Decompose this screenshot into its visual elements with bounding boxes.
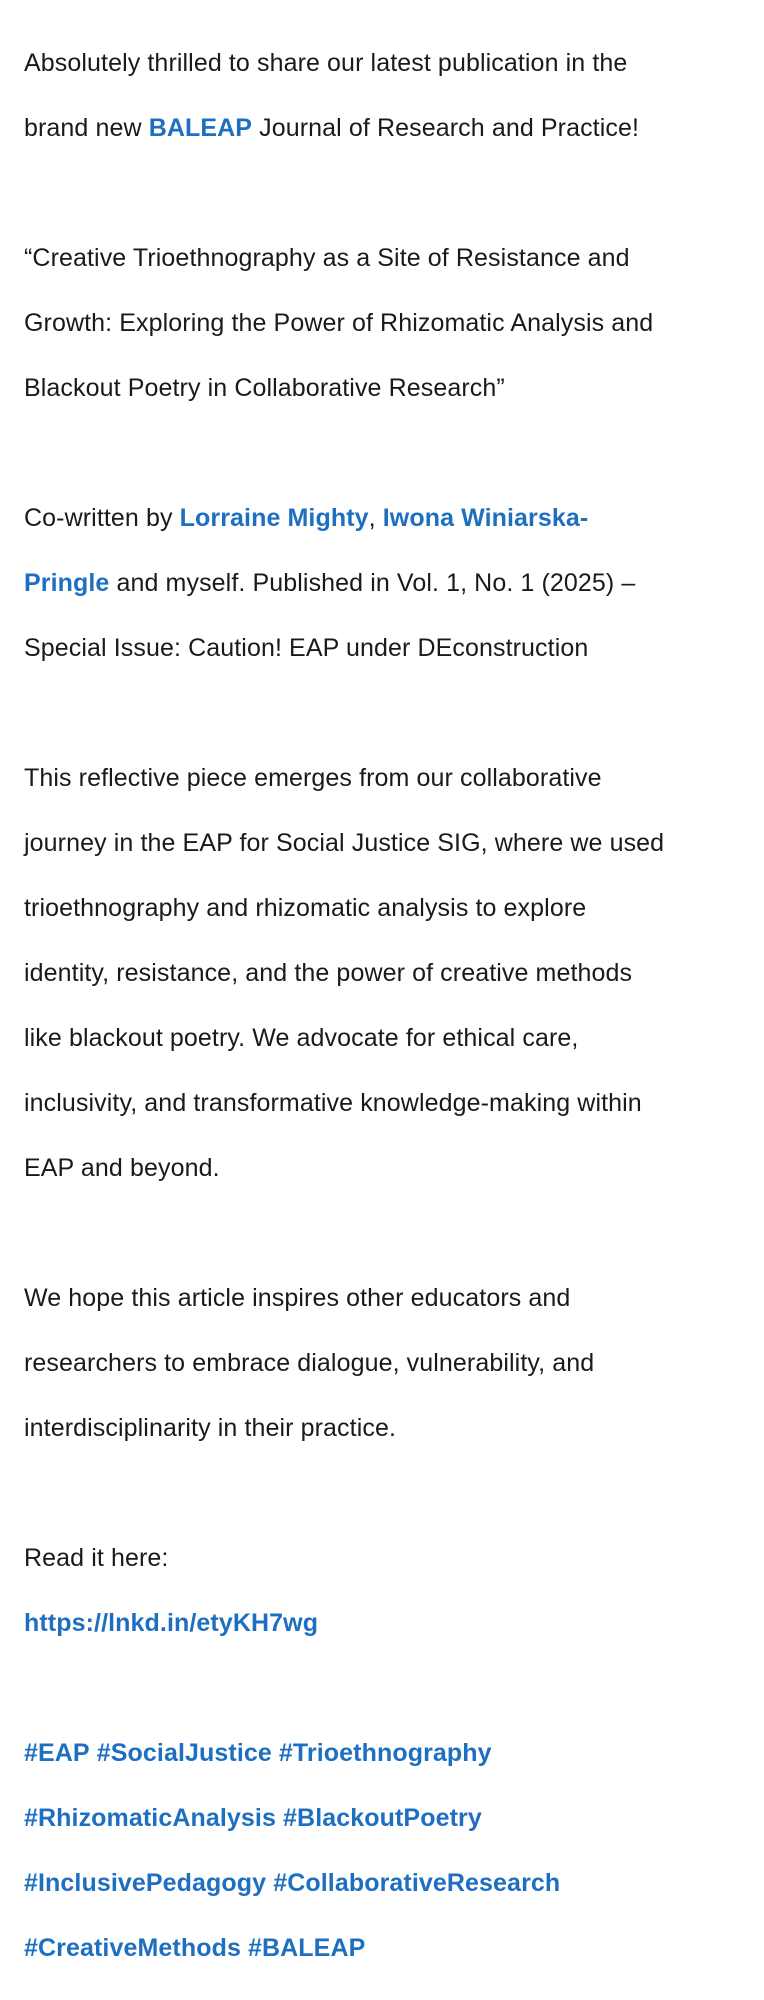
hashtag-line-3 xyxy=(24,1867,752,1900)
hashtag-socialjustice[interactable]: #SocialJustice xyxy=(96,1738,272,1767)
read-label: Read it here: xyxy=(24,1543,169,1572)
authors-paragraph xyxy=(24,469,752,697)
hope-line-1: We hope this article inspires other educators and xyxy=(24,1283,571,1312)
intro-line-2 xyxy=(24,112,752,145)
intro-text-tail: Journal of Research and Practice! xyxy=(252,113,640,142)
hope-paragraph xyxy=(24,1249,752,1477)
hashtag-line-4 xyxy=(24,1932,752,1965)
hashtag-baleap[interactable]: #BALEAP xyxy=(248,1933,366,1962)
hashtag-trioethnography[interactable]: #Trioethnography xyxy=(278,1738,492,1767)
hashtag-collaborativeresearch[interactable]: #CollaborativeResearch xyxy=(273,1868,561,1897)
body-line-7: EAP and beyond. xyxy=(24,1153,220,1182)
body-line-4: identity, resistance, and the power of creative methods xyxy=(24,958,633,987)
hashtag-line-1 xyxy=(24,1737,752,1770)
authors-line-1 xyxy=(24,502,752,535)
author-mention-iwona-part2[interactable]: Pringle xyxy=(24,568,110,597)
read-link-paragraph xyxy=(24,1509,752,1672)
hashtag-rhizomaticanalysis[interactable]: #RhizomaticAnalysis xyxy=(24,1803,276,1832)
hashtags-paragraph xyxy=(24,1704,752,1997)
hope-line-3: interdisciplinarity in their practice. xyxy=(24,1413,397,1442)
hashtag-line-2 xyxy=(24,1802,752,1835)
body-line-2: journey in the EAP for Social Justice SIG, where we used xyxy=(24,828,665,857)
body-line-6: inclusivity, and transformative knowledge-making within xyxy=(24,1088,642,1117)
intro-paragraph xyxy=(24,14,752,177)
publication-info: and myself. Published in Vol. 1, No. 1 (2025) – xyxy=(109,568,636,597)
title-line-1: “Creative Trioethnography as a Site of Resistance and xyxy=(24,243,630,272)
comma: , xyxy=(368,503,383,532)
authors-line-2 xyxy=(24,567,752,600)
hashtag-creativemethods[interactable]: #CreativeMethods xyxy=(24,1933,241,1962)
intro-text: brand new xyxy=(24,113,149,142)
authors-line-3: Special Issue: Caution! EAP under DEconstruction xyxy=(24,633,589,662)
hashtag-blackoutpoetry[interactable]: #BlackoutPoetry xyxy=(283,1803,482,1832)
article-link[interactable]: https://lnkd.in/etyKH7wg xyxy=(24,1608,319,1637)
hashtag-inclusivepedagogy[interactable]: #InclusivePedagogy xyxy=(24,1868,267,1897)
author-mention-lorraine[interactable]: Lorraine Mighty xyxy=(179,503,369,532)
hashtag-eap[interactable]: #EAP xyxy=(24,1738,90,1767)
title-line-3: Blackout Poetry in Collaborative Research” xyxy=(24,373,505,402)
intro-line-1: Absolutely thrilled to share our latest publication in the xyxy=(24,48,628,77)
article-title-paragraph xyxy=(24,209,752,437)
body-line-1: This reflective piece emerges from our collaborative xyxy=(24,763,602,792)
hope-line-2: researchers to embrace dialogue, vulnerability, and xyxy=(24,1348,595,1377)
author-mention-iwona-part1[interactable]: Iwona Winiarska- xyxy=(382,503,589,532)
baleap-mention-link[interactable]: BALEAP xyxy=(148,113,253,142)
cowritten-label: Co-written by xyxy=(24,503,180,532)
title-line-2: Growth: Exploring the Power of Rhizomatic Analysis and xyxy=(24,308,654,337)
body-line-5: like blackout poetry. We advocate for ethical care, xyxy=(24,1023,579,1052)
description-paragraph xyxy=(24,729,752,1217)
post-body xyxy=(24,14,752,2000)
read-link-line xyxy=(24,1607,752,1640)
body-line-3: trioethnography and rhizomatic analysis to explore xyxy=(24,893,587,922)
